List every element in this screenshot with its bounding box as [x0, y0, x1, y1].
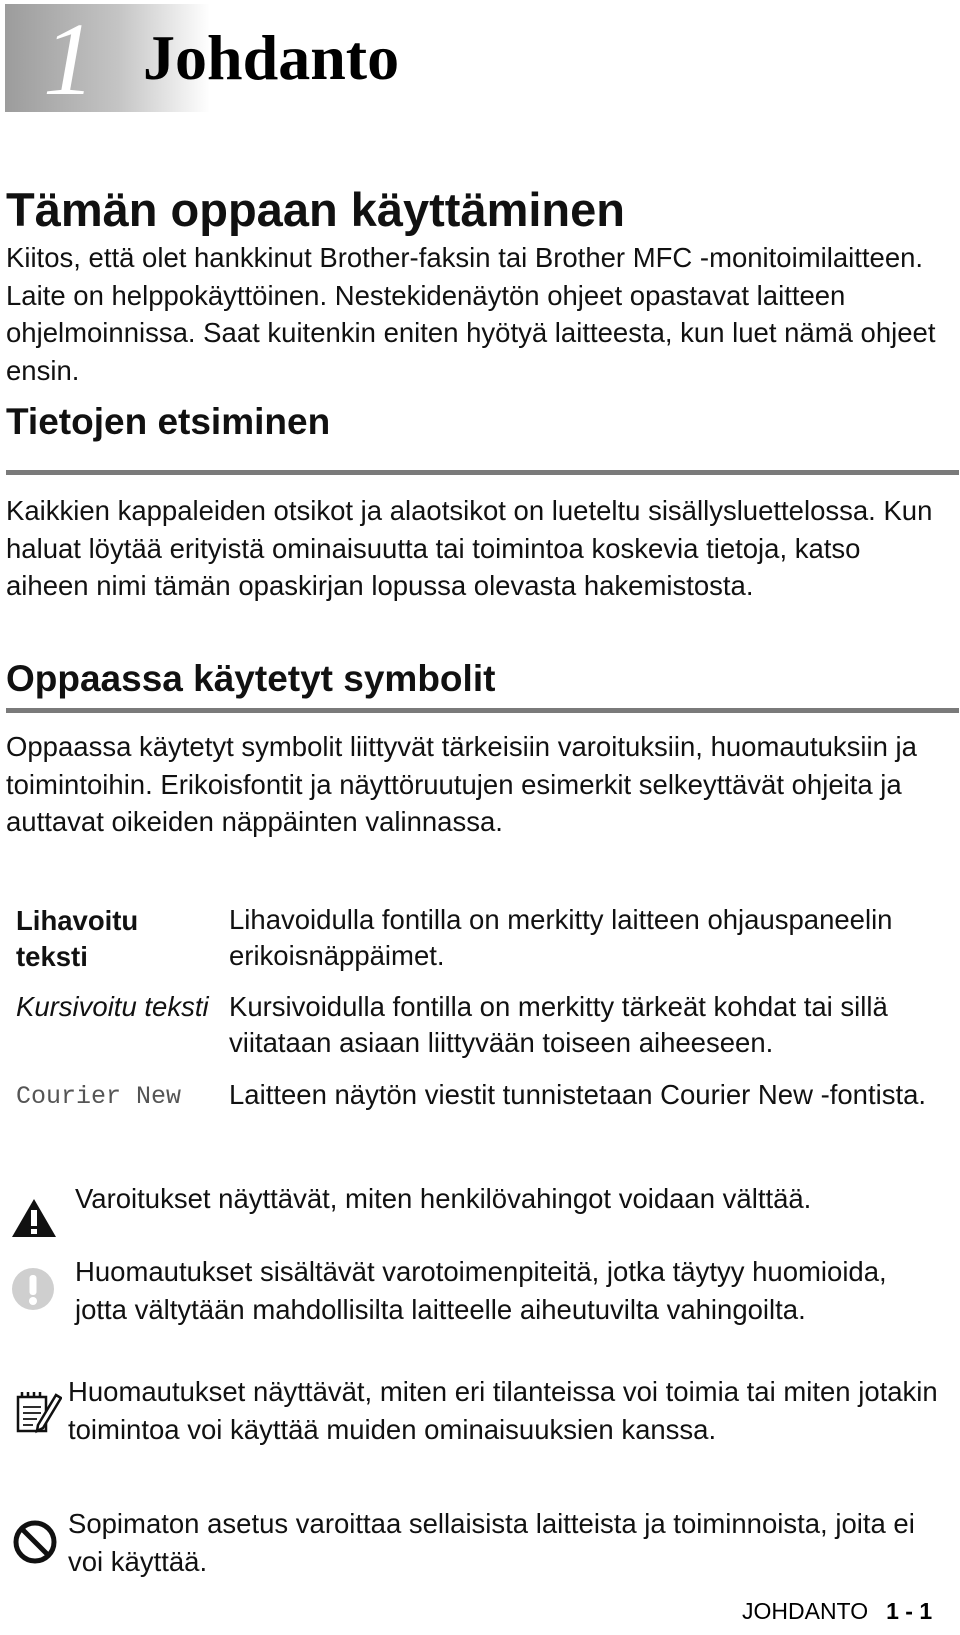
footer-chapter-label: JOHDANTO [742, 1598, 869, 1624]
symbols-heading: Oppaassa käytetyt symbolit [6, 658, 496, 699]
convention-description: Lihavoidulla fontilla on merkitty laitteen ohjauspaneelin erikoisnäppäimet. [229, 904, 893, 971]
convention-term-monospace: Courier New [16, 1082, 182, 1111]
intro-paragraph: Kiitos, että olet hankkinut Brother-faksin tai Brother MFC -monitoimilaitteen. Laite on helppokäyttöinen. Nestekidenäytön ohjeet opastavat laitteen ohjelmoinnissa. Saat kuitenkin eniten hyötyä laitteesta, kun luet nämä ohjeet ensin. [6, 242, 936, 386]
note-memo-text: Huomautukset näyttävät, miten eri tilanteissa voi toimia tai miten jotakin toimintoa voi käyttää muiden ominaisuuksien kanssa. [68, 1376, 938, 1445]
convention-description: Laitteen näytön viestit tunnistetaan Courier New -fontista. [229, 1079, 927, 1110]
chapter-number: 1 [43, 2, 95, 117]
convention-term-bold: Lihavoitu teksti [16, 905, 139, 972]
note-warning-text: Varoitukset näyttävät, miten henkilövahingot voidaan välttää. [75, 1183, 812, 1214]
finding-heading: Tietojen etsiminen [6, 401, 331, 442]
convention-description: Kursivoidulla fontilla on merkitty tärkeät kohdat tai sillä viitataan asiaan liittyvään toiseen aiheeseen. [229, 991, 888, 1058]
page-footer [742, 1596, 932, 1626]
convention-term-italic: Kursivoitu teksti [16, 991, 209, 1022]
note-prohibited-text: Sopimaton asetus varoittaa sellaisista laitteista ja toiminnoista, joita ei voi käyttää. [68, 1508, 915, 1577]
caution-exclamation-icon [11, 1267, 55, 1316]
symbols-paragraph: Oppaassa käytetyt symbolit liittyvät tärkeisiin varoituksiin, huomautuksiin ja toimintoihin. Erikoisfontit ja näyttöruutujen esimerkit selkeyttävät ohjeita ja auttavat oikeiden näppäinten valinnassa. [6, 731, 917, 837]
warning-triangle-icon [10, 1197, 58, 1244]
chapter-title: Johdanto [143, 22, 400, 93]
finding-paragraph: Kaikkien kappaleiden otsikot ja alaotsikot on lueteltu sisällysluettelossa. Kun haluat löytää erityistä ominaisuutta tai toimintoa koskevia tietoja, katso aiheen nimi tämän opaskirjan lopussa olevasta hakemistosta. [6, 495, 933, 601]
heading-rule [6, 708, 959, 713]
section-title: Tämän oppaan käyttäminen [6, 183, 625, 236]
page-number: 1 - 1 [886, 1598, 933, 1624]
note-caution-text: Huomautukset sisältävät varotoimenpiteitä, jotka täytyy huomioida, jotta vältytään mahdollisilta laitteelle aiheutuvilta vahingoilta. [75, 1256, 887, 1325]
note-pad-pencil-icon [12, 1385, 62, 1440]
heading-rule [6, 470, 959, 475]
prohibited-icon [12, 1519, 58, 1570]
